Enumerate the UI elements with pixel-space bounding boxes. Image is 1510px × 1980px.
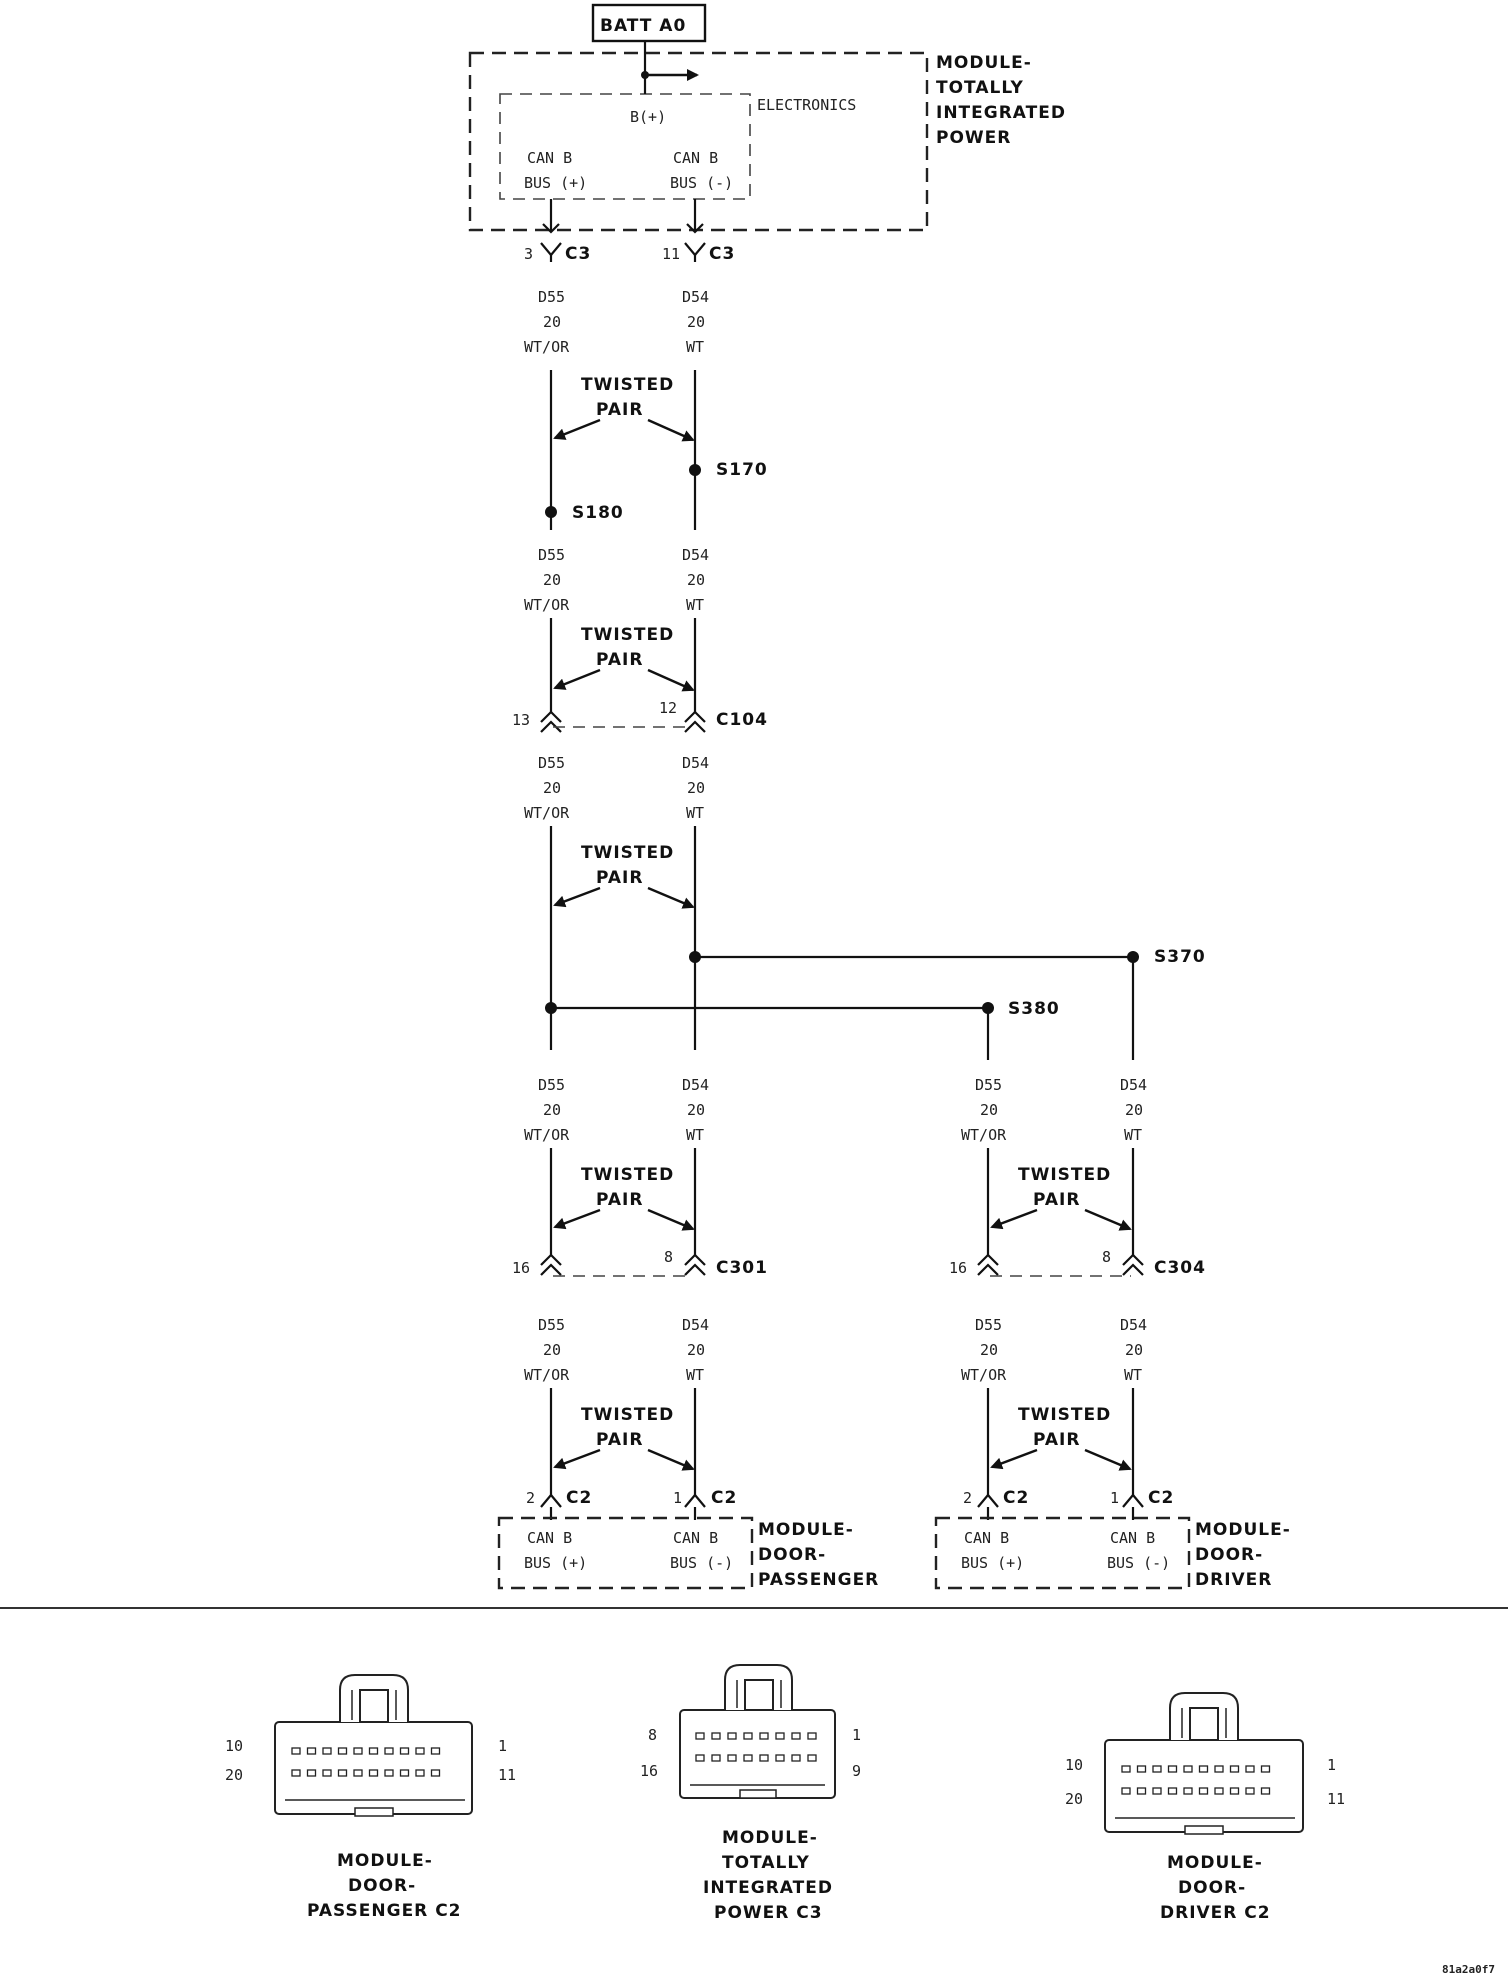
- svg-text:TWISTED: TWISTED: [1018, 1405, 1112, 1425]
- pin-cavity: [401, 1748, 409, 1754]
- pin-cavity: [760, 1755, 768, 1761]
- figure-id: 81a2a0f7: [1442, 1963, 1495, 1976]
- pin-cavity: [1215, 1788, 1223, 1794]
- svg-text:D54: D54: [682, 546, 710, 564]
- svg-text:TWISTED: TWISTED: [581, 625, 675, 645]
- pin-cavity: [1231, 1766, 1239, 1772]
- pin-cavity: [339, 1770, 347, 1776]
- svg-text:MODULE-: MODULE-: [936, 53, 1032, 73]
- svg-text:MODULE-: MODULE-: [337, 1851, 433, 1871]
- svg-text:WT: WT: [686, 1126, 705, 1144]
- svg-text:C304: C304: [1154, 1258, 1206, 1278]
- svg-text:20: 20: [1065, 1790, 1084, 1808]
- pin-cavity: [354, 1748, 362, 1754]
- svg-text:WT: WT: [686, 596, 705, 614]
- svg-text:WT/OR: WT/OR: [524, 1366, 570, 1384]
- svg-text:20: 20: [687, 1101, 706, 1119]
- pin-cavity: [1200, 1788, 1208, 1794]
- svg-text:20: 20: [687, 571, 706, 589]
- svg-text:C3: C3: [709, 244, 736, 264]
- svg-text:PASSENGER C2: PASSENGER C2: [307, 1901, 462, 1921]
- svg-text:S180: S180: [572, 503, 624, 523]
- svg-text:16: 16: [640, 1762, 659, 1780]
- svg-text:D55: D55: [538, 1316, 566, 1334]
- svg-text:1: 1: [498, 1737, 508, 1755]
- svg-text:D54: D54: [682, 754, 710, 772]
- svg-text:BUS (+): BUS (+): [524, 1554, 588, 1572]
- svg-text:10: 10: [1065, 1756, 1084, 1774]
- svg-text:1: 1: [673, 1489, 683, 1507]
- svg-text:20: 20: [225, 1766, 244, 1784]
- svg-text:CAN B: CAN B: [673, 1529, 719, 1547]
- svg-text:WT/OR: WT/OR: [524, 338, 570, 356]
- svg-text:MODULE-: MODULE-: [1195, 1520, 1291, 1540]
- svg-text:20: 20: [543, 313, 562, 331]
- pin-cavity: [1169, 1788, 1177, 1794]
- pin-cavity: [385, 1770, 393, 1776]
- svg-text:20: 20: [687, 1341, 706, 1359]
- svg-text:8: 8: [648, 1726, 658, 1744]
- svg-text:PAIR: PAIR: [1033, 1430, 1081, 1450]
- pin-cavity: [323, 1748, 331, 1754]
- svg-text:WT/OR: WT/OR: [524, 804, 570, 822]
- pin-cavity: [1200, 1766, 1208, 1772]
- svg-text:20: 20: [543, 1341, 562, 1359]
- pin-cavity: [728, 1755, 736, 1761]
- svg-text:20: 20: [687, 779, 706, 797]
- svg-text:S170: S170: [716, 460, 768, 480]
- pin-cavity: [385, 1748, 393, 1754]
- svg-text:PAIR: PAIR: [596, 868, 644, 888]
- svg-text:16: 16: [949, 1259, 968, 1277]
- tip-c3-connector-view: [680, 1665, 835, 1798]
- pin-cavity: [760, 1733, 768, 1739]
- pin-cavity: [1153, 1788, 1161, 1794]
- pin-cavity: [432, 1770, 440, 1776]
- svg-text:TWISTED: TWISTED: [581, 843, 675, 863]
- svg-text:WT/OR: WT/OR: [961, 1126, 1007, 1144]
- svg-text:CAN B: CAN B: [673, 149, 719, 167]
- svg-text:PAIR: PAIR: [596, 1190, 644, 1210]
- svg-text:TOTALLY: TOTALLY: [722, 1853, 810, 1873]
- svg-text:20: 20: [543, 571, 562, 589]
- svg-text:20: 20: [1125, 1101, 1144, 1119]
- svg-text:TWISTED: TWISTED: [581, 1405, 675, 1425]
- pin-cavity: [1138, 1788, 1146, 1794]
- passenger-c2-connector-view: [275, 1675, 472, 1816]
- pin-cavity: [370, 1748, 378, 1754]
- pin-cavity: [1262, 1766, 1270, 1772]
- svg-text:POWER: POWER: [936, 128, 1012, 148]
- svg-text:C2: C2: [1003, 1488, 1030, 1508]
- svg-text:DOOR-: DOOR-: [348, 1876, 417, 1896]
- pin-cavity: [1184, 1766, 1192, 1772]
- svg-text:20: 20: [543, 779, 562, 797]
- svg-text:C3: C3: [565, 244, 592, 264]
- svg-text:C301: C301: [716, 1258, 768, 1278]
- svg-text:WT/OR: WT/OR: [524, 1126, 570, 1144]
- svg-text:B(+): B(+): [630, 108, 667, 126]
- pin-cavity: [308, 1748, 316, 1754]
- svg-text:BUS (-): BUS (-): [670, 174, 734, 192]
- svg-text:DRIVER C2: DRIVER C2: [1160, 1903, 1271, 1923]
- svg-text:13: 13: [512, 711, 531, 729]
- pin-cavity: [339, 1748, 347, 1754]
- driver-c2-connector-view: [1105, 1693, 1303, 1834]
- svg-text:1: 1: [852, 1726, 862, 1744]
- svg-text:20: 20: [543, 1101, 562, 1119]
- pin-cavity: [808, 1733, 816, 1739]
- pin-cavity: [744, 1733, 752, 1739]
- svg-text:DRIVER: DRIVER: [1195, 1570, 1273, 1590]
- svg-text:WT/OR: WT/OR: [524, 596, 570, 614]
- svg-text:CAN B: CAN B: [527, 149, 573, 167]
- svg-text:1: 1: [1110, 1489, 1120, 1507]
- svg-text:C2: C2: [711, 1488, 738, 1508]
- svg-text:WT: WT: [686, 804, 705, 822]
- svg-text:2: 2: [963, 1489, 973, 1507]
- pin-cavity: [1246, 1788, 1254, 1794]
- svg-text:TWISTED: TWISTED: [1018, 1165, 1112, 1185]
- svg-text:BUS (+): BUS (+): [524, 174, 588, 192]
- pin-cavity: [401, 1770, 409, 1776]
- pin-cavity: [292, 1748, 300, 1754]
- svg-text:D54: D54: [1120, 1316, 1148, 1334]
- svg-text:BUS (-): BUS (-): [670, 1554, 734, 1572]
- svg-text:11: 11: [498, 1766, 517, 1784]
- pin-cavity: [1122, 1766, 1130, 1772]
- svg-text:D55: D55: [975, 1316, 1003, 1334]
- svg-text:PASSENGER: PASSENGER: [758, 1570, 880, 1590]
- svg-text:3: 3: [524, 245, 534, 263]
- svg-text:MODULE-: MODULE-: [758, 1520, 854, 1540]
- pin-cavity: [728, 1733, 736, 1739]
- pin-cavity: [792, 1733, 800, 1739]
- svg-text:DOOR-: DOOR-: [1178, 1878, 1247, 1898]
- svg-text:CAN B: CAN B: [1110, 1529, 1156, 1547]
- svg-text:DOOR-: DOOR-: [1195, 1545, 1264, 1565]
- svg-text:20: 20: [687, 313, 706, 331]
- pin-cavity: [292, 1770, 300, 1776]
- pin-cavity: [1153, 1766, 1161, 1772]
- svg-text:PAIR: PAIR: [596, 1430, 644, 1450]
- svg-text:TOTALLY: TOTALLY: [936, 78, 1024, 98]
- svg-text:MODULE-: MODULE-: [1167, 1853, 1263, 1873]
- svg-text:8: 8: [664, 1248, 674, 1266]
- svg-text:TWISTED: TWISTED: [581, 1165, 675, 1185]
- pin-cavity: [432, 1748, 440, 1754]
- pin-cavity: [712, 1733, 720, 1739]
- svg-text:8: 8: [1102, 1248, 1112, 1266]
- svg-text:20: 20: [980, 1101, 999, 1119]
- svg-text:DOOR-: DOOR-: [758, 1545, 827, 1565]
- svg-text:10: 10: [225, 1737, 244, 1755]
- pin-cavity: [1138, 1766, 1146, 1772]
- svg-text:D55: D55: [538, 546, 566, 564]
- svg-text:D55: D55: [538, 1076, 566, 1094]
- pin-cavity: [696, 1733, 704, 1739]
- svg-text:INTEGRATED: INTEGRATED: [703, 1878, 833, 1898]
- svg-text:D55: D55: [538, 754, 566, 772]
- svg-text:D54: D54: [1120, 1076, 1148, 1094]
- pin-cavity: [1184, 1788, 1192, 1794]
- pin-cavity: [776, 1755, 784, 1761]
- svg-text:BUS (+): BUS (+): [961, 1554, 1025, 1572]
- svg-text:WT: WT: [1124, 1366, 1143, 1384]
- svg-text:2: 2: [526, 1489, 536, 1507]
- pin-cavity: [696, 1755, 704, 1761]
- svg-text:D54: D54: [682, 1076, 710, 1094]
- svg-text:POWER C3: POWER C3: [714, 1903, 823, 1923]
- pin-cavity: [1122, 1788, 1130, 1794]
- svg-text:BUS (-): BUS (-): [1107, 1554, 1171, 1572]
- svg-text:16: 16: [512, 1259, 531, 1277]
- svg-text:MODULE-: MODULE-: [722, 1828, 818, 1848]
- pin-cavity: [416, 1748, 424, 1754]
- pin-cavity: [808, 1755, 816, 1761]
- pin-cavity: [416, 1770, 424, 1776]
- pin-cavity: [1215, 1766, 1223, 1772]
- svg-text:C2: C2: [566, 1488, 593, 1508]
- svg-text:D54: D54: [682, 288, 710, 306]
- svg-text:WT: WT: [686, 1366, 705, 1384]
- pin-cavity: [1169, 1766, 1177, 1772]
- svg-text:11: 11: [662, 245, 681, 263]
- pin-cavity: [323, 1770, 331, 1776]
- svg-text:12: 12: [659, 699, 678, 717]
- battery-label: BATT A0: [600, 16, 687, 36]
- svg-text:1: 1: [1327, 1756, 1337, 1774]
- svg-text:S380: S380: [1008, 999, 1060, 1019]
- svg-text:PAIR: PAIR: [596, 400, 644, 420]
- svg-text:D54: D54: [682, 1316, 710, 1334]
- pin-cavity: [712, 1755, 720, 1761]
- svg-text:WT/OR: WT/OR: [961, 1366, 1007, 1384]
- svg-text:9: 9: [852, 1762, 862, 1780]
- pin-cavity: [744, 1755, 752, 1761]
- svg-text:WT: WT: [1124, 1126, 1143, 1144]
- pin-cavity: [792, 1755, 800, 1761]
- svg-text:C104: C104: [716, 710, 768, 730]
- pin-cavity: [776, 1733, 784, 1739]
- svg-text:INTEGRATED: INTEGRATED: [936, 103, 1066, 123]
- svg-text:TWISTED: TWISTED: [581, 375, 675, 395]
- pin-cavity: [370, 1770, 378, 1776]
- svg-text:20: 20: [1125, 1341, 1144, 1359]
- svg-text:PAIR: PAIR: [596, 650, 644, 670]
- svg-text:D55: D55: [975, 1076, 1003, 1094]
- svg-text:D55: D55: [538, 288, 566, 306]
- svg-text:CAN B: CAN B: [964, 1529, 1010, 1547]
- electronics-label: ELECTRONICS: [757, 96, 857, 114]
- pin-cavity: [1231, 1788, 1239, 1794]
- svg-text:C2: C2: [1148, 1488, 1175, 1508]
- svg-text:20: 20: [980, 1341, 999, 1359]
- svg-text:CAN B: CAN B: [527, 1529, 573, 1547]
- svg-text:11: 11: [1327, 1790, 1346, 1808]
- svg-text:S370: S370: [1154, 947, 1206, 967]
- pin-cavity: [308, 1770, 316, 1776]
- pin-cavity: [354, 1770, 362, 1776]
- tip-module-boundary: [470, 53, 927, 230]
- pin-cavity: [1246, 1766, 1254, 1772]
- pin-cavity: [1262, 1788, 1270, 1794]
- svg-text:WT: WT: [686, 338, 705, 356]
- svg-text:PAIR: PAIR: [1033, 1190, 1081, 1210]
